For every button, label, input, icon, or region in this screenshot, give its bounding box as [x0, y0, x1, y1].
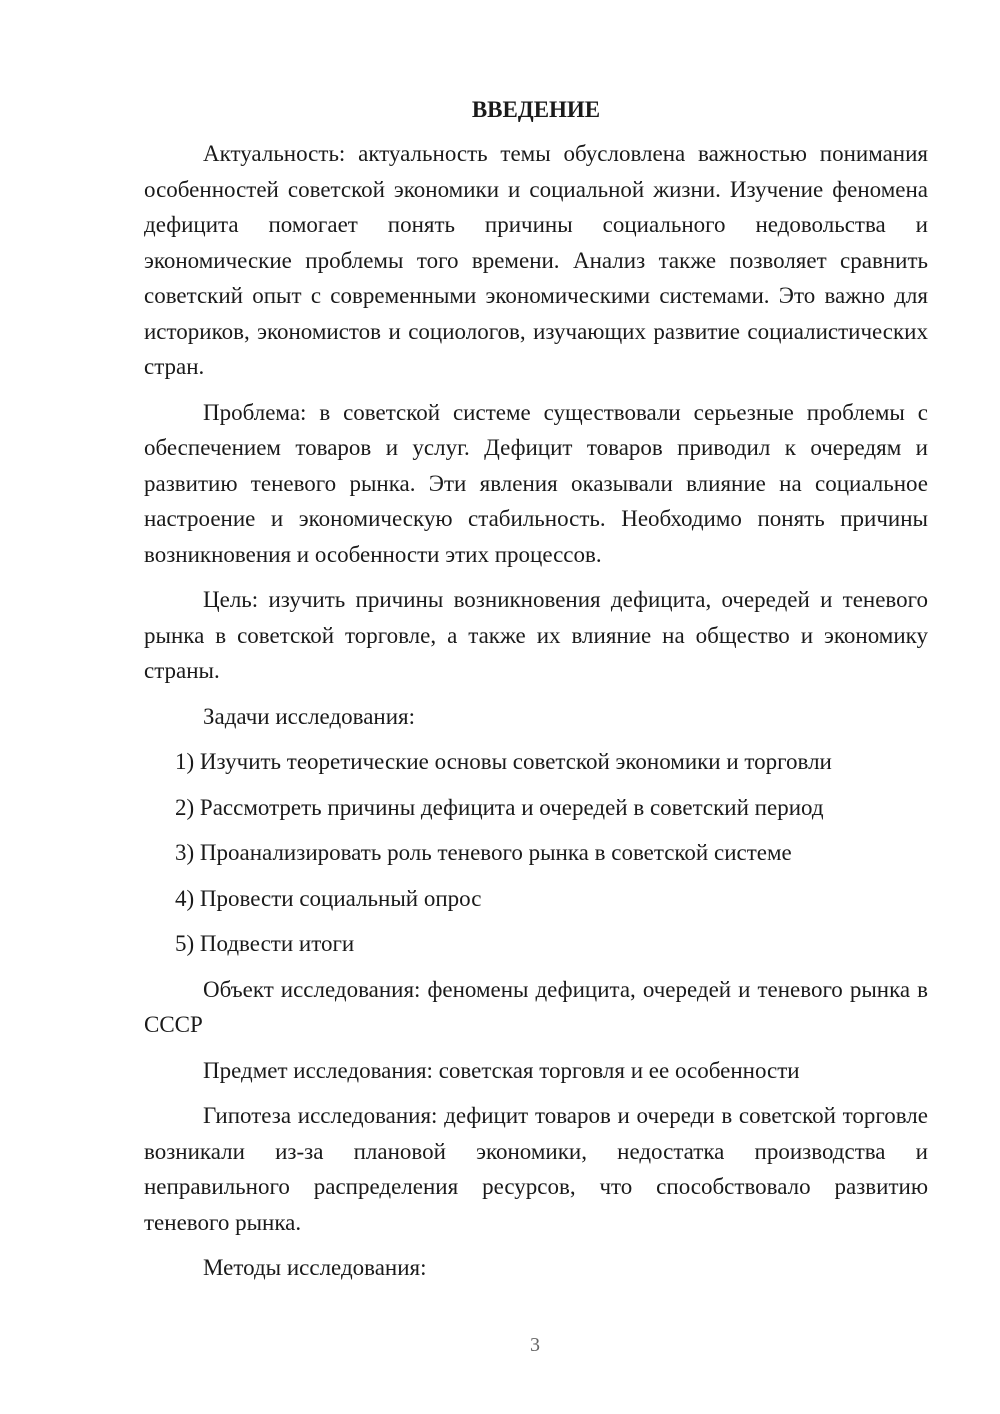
paragraph-subject: Предмет исследования: советская торговля и ее особенности: [203, 1057, 800, 1083]
tasks-list: [144, 744, 928, 962]
list-item: 2) Рассмотреть причины дефицита и очередей в советский период: [175, 794, 824, 820]
paragraph-problem: Проблема: в советской системе существовали серьезные проблемы с обеспечением товаров и услуг. Дефицит товаров приводил к очередям и развитию теневого рынка. Эти явления оказывали влияние на социальное настроение и экономическую стабильность. Необходимо понять причины возникновения и особенности этих процессов.: [144, 399, 928, 567]
list-item: 1) Изучить теоретические основы советской экономики и торговли: [175, 749, 832, 774]
tasks-heading: Задачи исследования:: [203, 703, 416, 729]
page-number: 3: [530, 1334, 540, 1356]
paragraph-object: Объект исследования: феномены дефицита, очередей и теневого рынка в СССР: [144, 976, 928, 1037]
section-title: ВВЕДЕНИЕ: [471, 97, 601, 122]
paragraph-relevance: Актуальность: актуальность темы обусловлена важностью понимания особенностей советской экономики и социальной жизни. Изучение феномена дефицита помогает понять причины социального недовольства и экономические проблемы того времени. Анализ также позволяет сравнить советский опыт с современными экономическими системами. Это важно для историков, экономистов и социологов, изучающих развитие социалистических стран.: [144, 141, 928, 379]
list-item: 5) Подвести итоги: [175, 931, 355, 956]
list-item: 4) Провести социальный опрос: [175, 885, 482, 911]
paragraph-hypothesis: Гипотеза исследования: дефицит товаров и очереди в советской торговле возникали из-за плановой экономики, недостатка производства и неправильного распределения ресурсов, что способствовало развитию теневого рынка.: [144, 1103, 928, 1235]
methods-heading: Методы исследования:: [203, 1255, 427, 1280]
list-item: 3) Проанализировать роль теневого рынка в советской системе: [175, 840, 792, 865]
paragraph-goal: Цель: изучить причины возникновения дефицита, очередей и теневого рынка в советской торговле, а также их влияние на общество и экономику страны.: [144, 587, 928, 683]
document-page: [144, 92, 928, 1296]
